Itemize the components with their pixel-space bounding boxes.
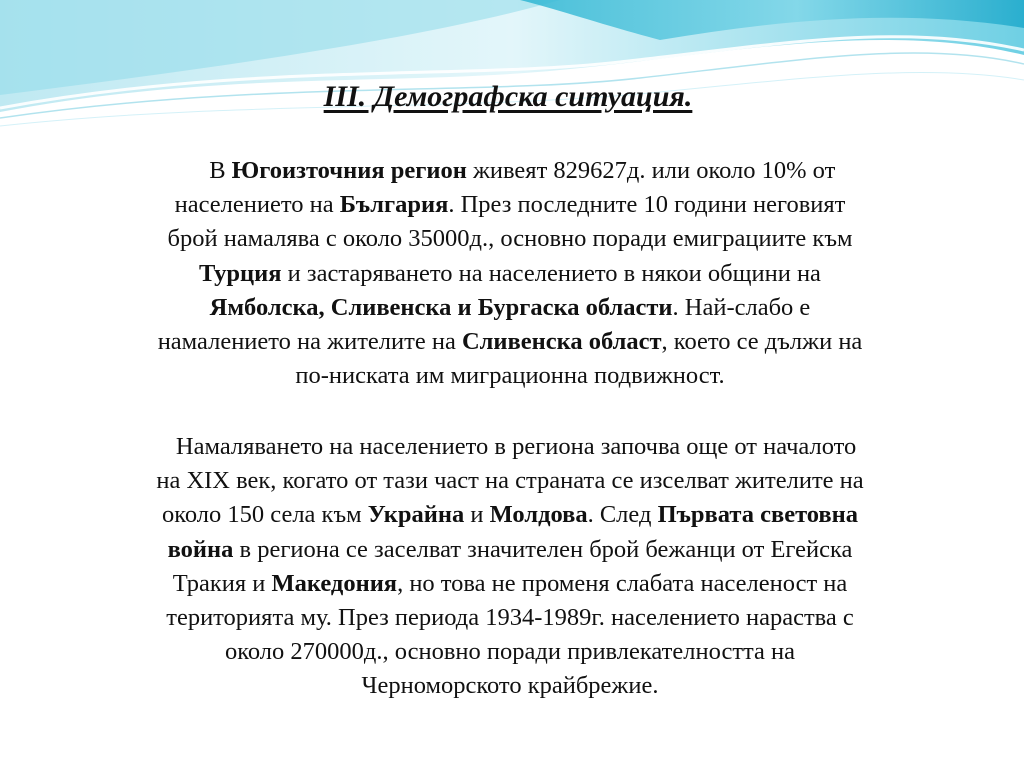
bold-text: Югоизточния регион bbox=[231, 157, 467, 184]
bold-text: Турция bbox=[199, 259, 282, 287]
paragraph-line bbox=[64, 498, 956, 532]
text-run: В bbox=[184, 157, 232, 184]
bold-text: България bbox=[339, 191, 449, 219]
paragraph-line bbox=[64, 464, 956, 498]
paragraph-line bbox=[64, 257, 956, 291]
text-run: територията му. През периода 1934-1989г. населението нараства с bbox=[166, 604, 854, 632]
text-run: и застаряването на населението в някои общини на bbox=[281, 259, 821, 287]
paragraph-line bbox=[64, 222, 956, 256]
bold-text: Сливенска област bbox=[461, 328, 662, 356]
text-run: на XIX век, когато от тази част на страната се изселват жителите на bbox=[156, 467, 864, 495]
text-run: намалението на жителите на bbox=[157, 328, 462, 356]
paragraph-line bbox=[64, 567, 956, 601]
text-run: Намаляването на населението в региона започва още от началото bbox=[163, 433, 857, 460]
paragraph-line bbox=[64, 291, 956, 325]
text-run: населението на bbox=[174, 191, 340, 219]
paragraph-line bbox=[64, 533, 956, 567]
paragraph-2 bbox=[64, 430, 956, 704]
text-run: около 150 села към bbox=[161, 501, 368, 529]
paragraph-line bbox=[64, 669, 956, 703]
bold-text: Украйна bbox=[367, 501, 465, 529]
paragraph-line bbox=[64, 601, 956, 635]
text-run: , което се дължи на bbox=[661, 328, 863, 356]
text-run: Черноморското крайбрежие. bbox=[361, 672, 659, 700]
bold-text: Ямболска, Сливенска и Бургаска области bbox=[209, 293, 673, 321]
paragraph-line bbox=[64, 430, 956, 464]
bold-text: Първата световна bbox=[657, 501, 859, 529]
text-run: и bbox=[464, 501, 490, 529]
text-run: около 270000д., основно поради привлекателността на bbox=[224, 638, 796, 666]
text-run: в региона се заселват значителен брой бежанци от Егейска bbox=[233, 535, 853, 563]
text-run: . През последните 10 години неговият bbox=[448, 191, 846, 219]
paragraph-line bbox=[64, 359, 956, 393]
paragraph-1 bbox=[64, 154, 956, 393]
paragraph-line bbox=[64, 325, 956, 359]
text-run: , но това не променя слабата населеност на bbox=[397, 569, 848, 597]
text-run: брой намалява с около 35000д., основно поради емиграциите към bbox=[167, 225, 853, 253]
paragraph-line bbox=[64, 154, 956, 188]
slide-title: III. Демографска ситуация. bbox=[323, 80, 693, 113]
paragraph-line bbox=[64, 635, 956, 669]
text-run: . След bbox=[587, 501, 658, 529]
text-run: живеят 829627д. или около 10% от bbox=[466, 157, 836, 184]
text-run: Тракия и bbox=[172, 569, 272, 597]
text-run: по-ниската им миграционна подвижност. bbox=[295, 362, 725, 390]
text-run: . Най-слабо е bbox=[672, 293, 811, 321]
bold-text: война bbox=[167, 535, 234, 563]
bold-text: Молдова bbox=[489, 501, 588, 529]
bold-text: Македония bbox=[271, 569, 398, 597]
paragraph-line bbox=[64, 188, 956, 222]
